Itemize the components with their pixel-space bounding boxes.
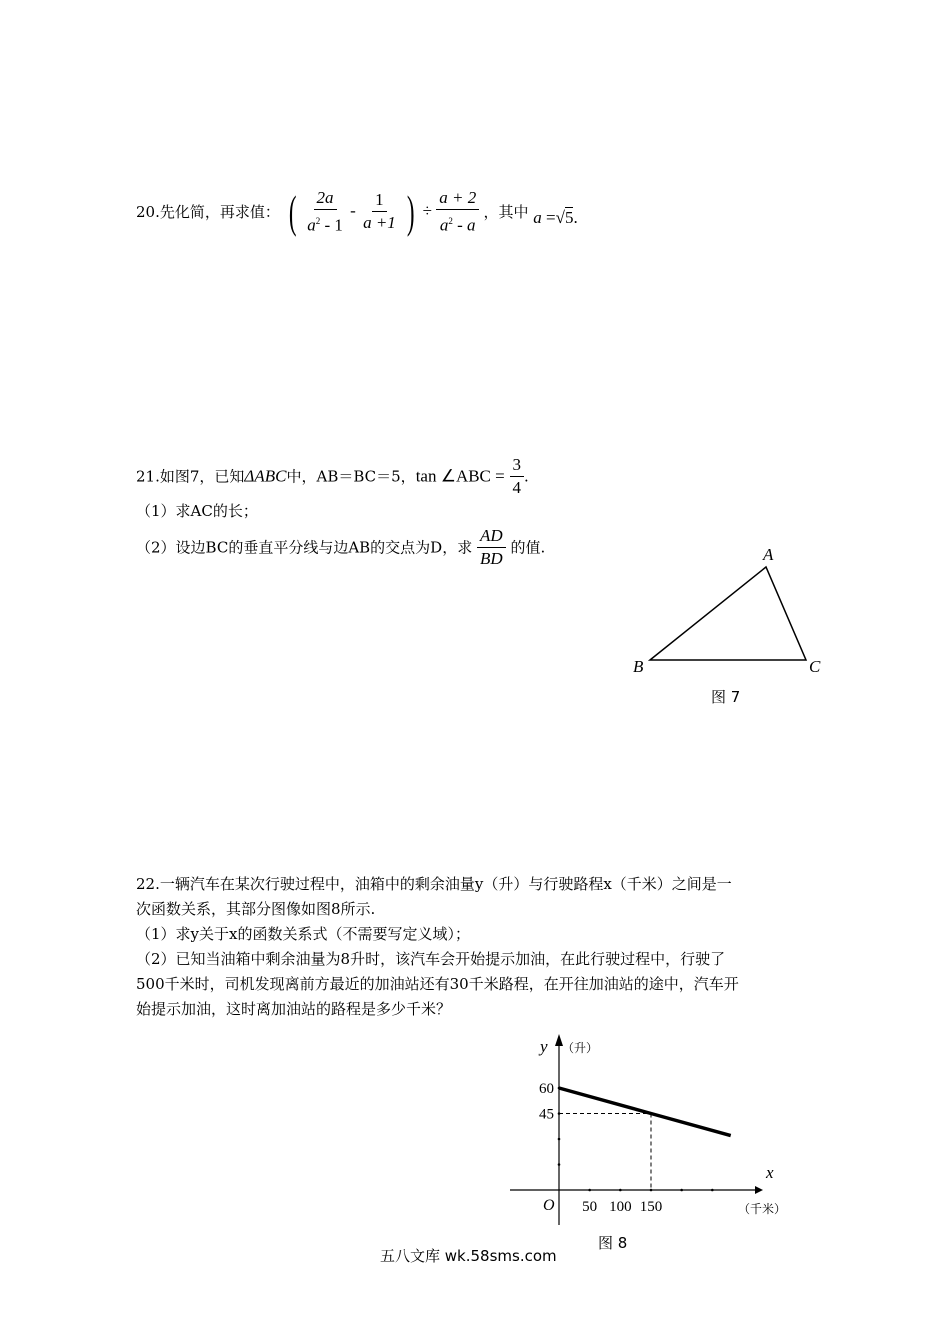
y-axis-label: y: [540, 1037, 548, 1056]
q20-frac1-den-exp: 2: [315, 216, 321, 226]
q20-cond-val: 5: [564, 207, 574, 227]
x-tick-mark-100: [619, 1189, 622, 1192]
y-tick-mark-30: [558, 1138, 561, 1141]
q21-period: .: [524, 467, 529, 486]
q21-ad: AD: [477, 526, 506, 548]
figure-7-caption: 图 7: [711, 688, 741, 706]
y-tick-label-60: 60: [539, 1081, 554, 1097]
q22-line5: 500千米时，司机发现离前方最近的加油站还有30千米路程，在开往加油站的途中，汽车开: [136, 975, 739, 993]
origin-label: O: [543, 1197, 555, 1214]
q22-line4: （2）已知当油箱中剩余油量为8升时，该汽车会开始提示加油，在此行驶过程中，行驶了: [136, 950, 726, 968]
q20-frac2-den: a +1: [363, 213, 396, 233]
q22-line3: （1）求y关于x的函数关系式（不需要写定义域）；: [136, 925, 470, 943]
q22-line1: 22.一辆汽车在某次行驶过程中，油箱中的剩余油量y（升）与行驶路程x（千米）之间是一: [136, 875, 732, 893]
q20-frac1-den-rest: - 1: [320, 215, 343, 235]
label-c: C: [809, 657, 821, 676]
q20-prefix: 20.先化简，再求值：: [136, 202, 280, 221]
q21-tan-frac: [510, 455, 525, 498]
footer-watermark: 五八文库 wk.58sms.com: [380, 1247, 557, 1265]
q20-frac3-den-a: a: [439, 215, 449, 235]
figure-8-chart: [500, 1030, 810, 1230]
series-line-y: [559, 1088, 731, 1136]
q21-bd: BD: [480, 549, 503, 568]
x-tick-mark-50: [588, 1189, 591, 1192]
y-tick-mark-15: [558, 1163, 561, 1166]
q21-tan: tan ∠ABC =: [415, 466, 505, 486]
q22-line2: 次函数关系，其部分图像如图8所示.: [136, 900, 376, 918]
sqrt-icon: √: [555, 207, 565, 227]
q21-part1: （1）求AC的长；: [136, 502, 258, 520]
label-a: A: [763, 545, 774, 564]
x-tick-label-100: 100: [609, 1199, 632, 1215]
q20-frac3: [436, 188, 479, 236]
y-axis-unit: （升）: [562, 1041, 599, 1055]
q20-end: .: [573, 207, 578, 227]
q21-part2-a: （2）设边BC的垂直平分线与边AB的交点为D，求: [136, 538, 473, 557]
q20-frac1: [304, 188, 346, 236]
q20-frac3-den-exp: 2: [448, 216, 453, 226]
q20-cond-var: a: [533, 207, 542, 227]
q20-divide: ÷: [422, 200, 432, 220]
q21-part2: [136, 526, 545, 569]
x-tick-label-150: 150: [639, 1199, 663, 1215]
triangle-abc: [650, 567, 806, 660]
q20-frac2-num: 1: [372, 190, 387, 212]
q20-frac3-num: a + 2: [436, 188, 479, 210]
figure-8-caption: 图 8: [598, 1234, 628, 1252]
q22-line6: 始提示加油，这时离加油站的路程是多少千米？: [136, 1000, 452, 1018]
q21-intro-a: 21.如图7，已知: [136, 467, 245, 486]
q20-expression: [285, 185, 484, 237]
right-paren: ): [406, 185, 415, 237]
q21-triangle: ΔABC: [244, 466, 287, 486]
q21-tan-num: 3: [510, 455, 525, 477]
x-tick-label-50: 50: [582, 1199, 598, 1215]
q20-frac1-num: 2a: [314, 188, 337, 210]
label-b: B: [633, 657, 644, 676]
x-axis-unit: （千米）: [738, 1202, 787, 1216]
q20-problem: [136, 185, 578, 237]
x-tick-mark-200: [680, 1189, 683, 1192]
q20-frac1-den-a: a: [307, 215, 316, 235]
x-tick-mark-250: [711, 1189, 714, 1192]
q21-ad-bd-frac: [477, 526, 506, 569]
left-paren: (: [288, 185, 297, 237]
q20-condition: [533, 208, 577, 227]
q20-frac3-den-rest: - a: [452, 215, 476, 235]
q21-intro: [136, 455, 529, 498]
q20-where: ，其中: [483, 202, 529, 221]
q21-intro-b: 中，AB＝BC＝5，: [286, 467, 416, 486]
x-axis-arrow-icon: [755, 1186, 763, 1194]
q20-frac2: [360, 190, 399, 233]
x-axis-label: x: [766, 1163, 774, 1182]
q21-tan-den: 4: [512, 478, 522, 497]
q20-minus: -: [350, 200, 361, 220]
y-tick-label-45: 45: [539, 1106, 554, 1123]
figure-7-triangle: [620, 540, 840, 680]
q21-part2-b: 的值.: [510, 538, 546, 557]
q20-cond-eq: =: [541, 207, 556, 227]
